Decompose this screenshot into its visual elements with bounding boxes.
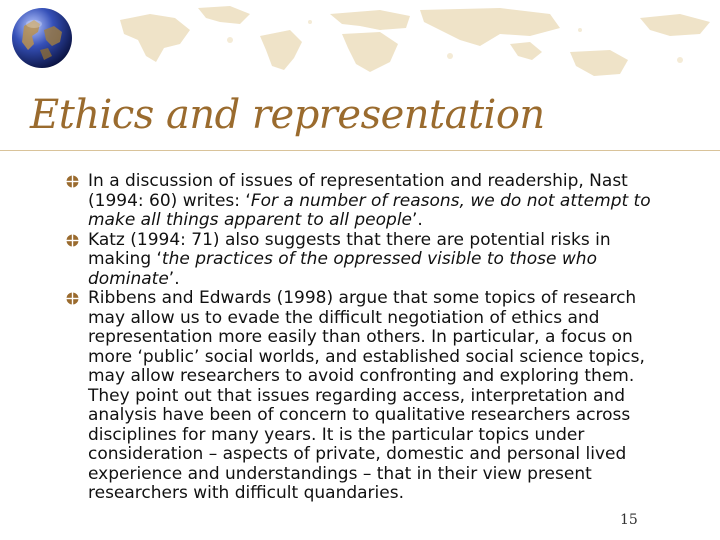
bullet-text-tail: ’. [168, 268, 180, 289]
bullet-icon [66, 175, 79, 188]
slide-title: Ethics and representation [30, 92, 545, 138]
bullet-item-ribbens-edwards [66, 289, 666, 504]
bullet-quote: the practices of the oppressed visible to those who dominate [88, 249, 597, 289]
bullet-text: Ribbens and Edwards (1998) argue that some topics of research may allow us to evade the difficult negotiation of ethics and representation more easily than others. In particular, a focus on more ‘public’ social worlds, and established social science topics, may allow researchers to avoid confronting and exploring them. They point out that issues regarding access, interpretation and analysis have been of concern to qualitative researchers across disciplines for many years. It is the particular topics under consideration – aspects of private, domestic and personal lived experience and understandings – that in their view present researchers with difficult quandaries. [88, 288, 645, 503]
globe-icon [10, 6, 74, 70]
bullet-item-katz [66, 231, 666, 290]
bullet-text-lead: Katz (1994: 71) also suggests that there are potential risks in making ‘ [88, 229, 611, 269]
bullet-icon [66, 292, 79, 305]
bullet-quote: For a number of reasons, we do not attempt to make all things apparent to all people [88, 190, 651, 230]
bullet-icon [66, 234, 79, 247]
world-map-graphic [80, 0, 720, 86]
page-number: 15 [620, 512, 638, 528]
bullet-text-lead: In a discussion of issues of representation and readership, Nast (1994: 60) writes: ‘ [88, 171, 628, 211]
title-divider [0, 150, 720, 151]
bullet-text-tail: ’. [412, 210, 423, 230]
bullet-item-nast [66, 172, 666, 231]
bullet-list [66, 172, 666, 504]
